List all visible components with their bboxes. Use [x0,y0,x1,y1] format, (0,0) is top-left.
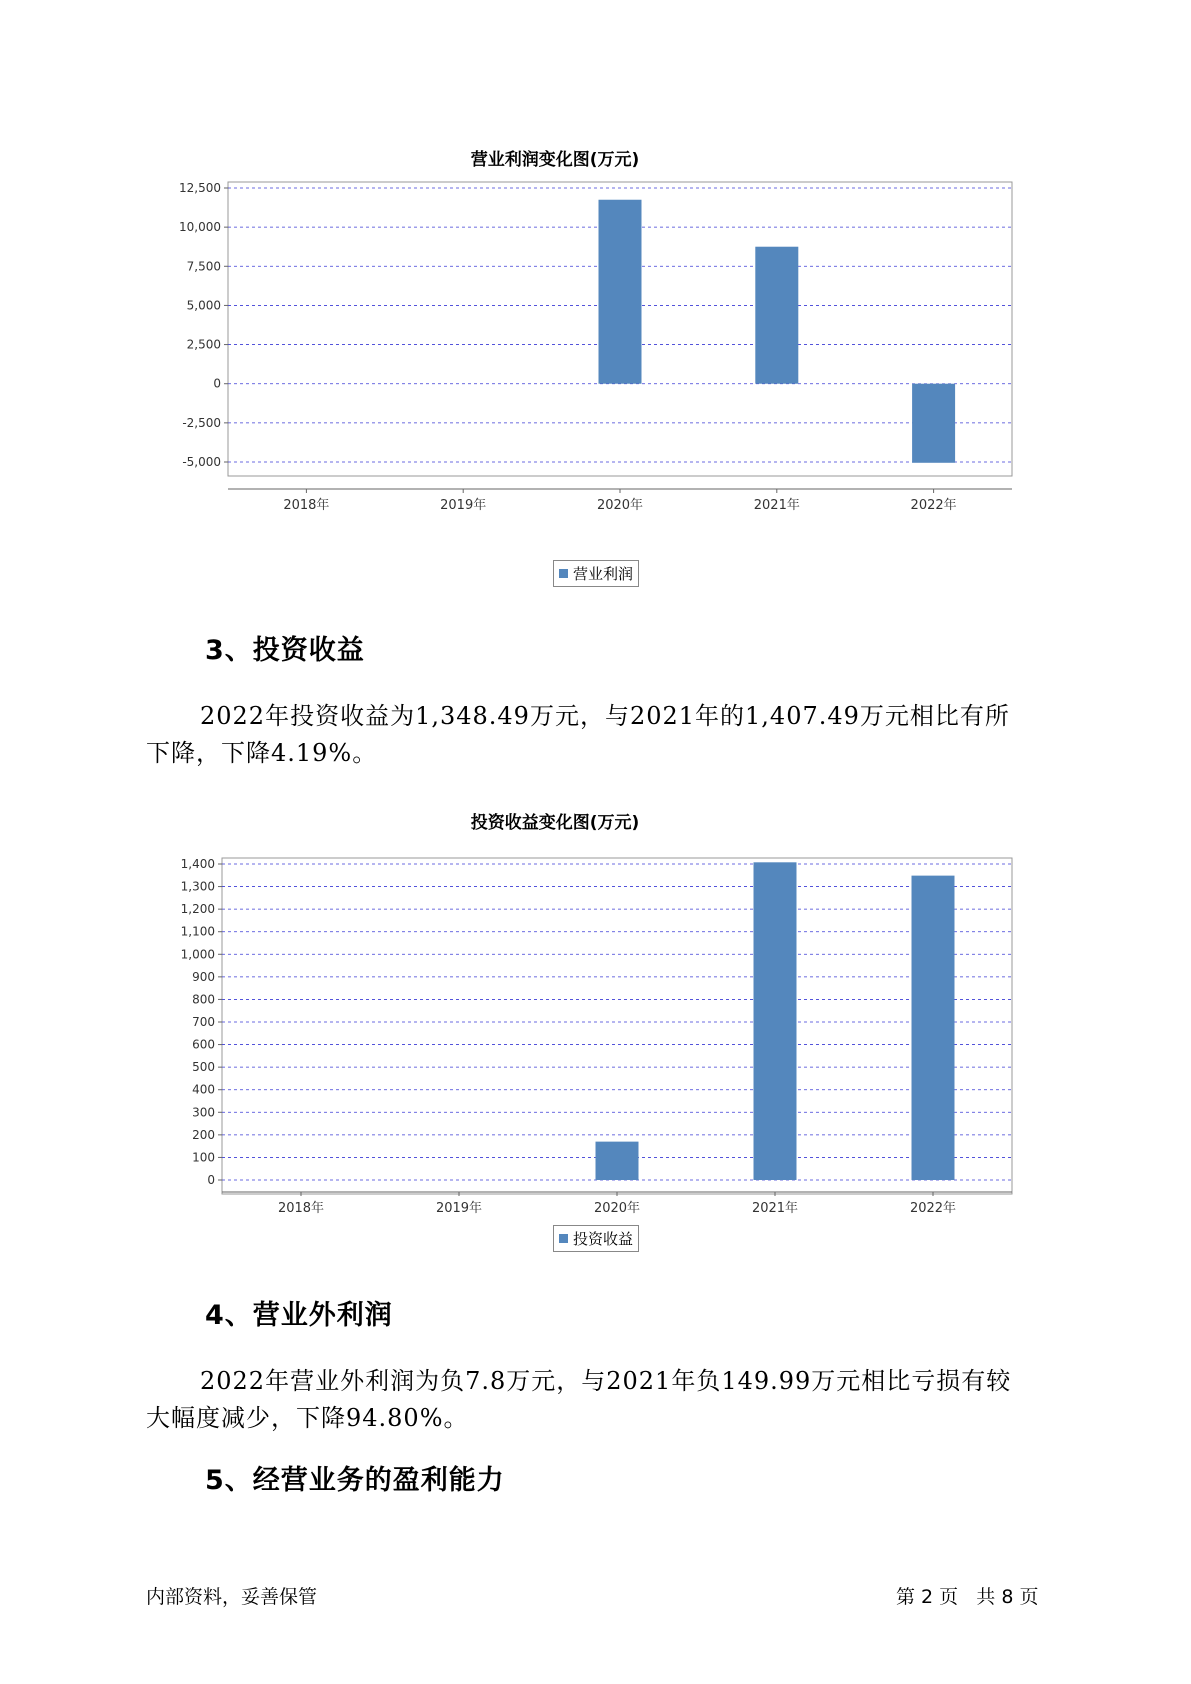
x-tick-label: 2021年 [751,1201,799,1215]
non-operating-paragraph-line1: 2022年营业外利润为负7.8万元，与2021年负149.99万元相比亏损有较 [200,1367,1012,1395]
chart2-title: 投资收益变化图(万元) [470,813,640,833]
bar-2022年 [912,876,955,1180]
y-tick-label: 7,500 [186,259,221,274]
x-tick-label: 2018年 [283,498,330,513]
x-tick-label: 2022年 [910,498,957,513]
x-tick-label: 2020年 [596,498,644,513]
y-tick-label: 1,100 [180,924,215,939]
bar-2022年 [912,384,955,463]
footer-page-number: 第 2 页 共 8 页 [896,1586,1039,1608]
legend-swatch [559,569,568,578]
y-tick-label: 5,000 [186,298,221,313]
y-tick-label: 0 [213,376,221,391]
y-tick-label: 12,500 [179,181,221,195]
bar-2021年 [754,862,797,1180]
y-tick-label: 300 [192,1105,215,1120]
chart2-legend [553,1225,639,1252]
y-tick-label: -5,000 [182,455,221,469]
y-tick-label: 400 [192,1082,215,1097]
y-tick-label: 800 [192,992,215,1007]
y-tick-label: 1,300 [180,879,215,894]
investment-paragraph-line2: 下降，下降4.19%。 [146,739,378,767]
y-tick-label: 1,400 [180,857,215,871]
y-tick-label: -2,500 [182,415,221,430]
y-tick-label: 500 [192,1060,215,1075]
x-tick-label: 2019年 [435,1201,483,1215]
non-operating-paragraph-line2: 大幅度减少，下降94.80%。 [146,1404,469,1432]
y-tick-label: 10,000 [179,220,221,235]
y-tick-label: 900 [192,969,215,984]
bar-2020年 [599,200,642,384]
investment-income-chart [140,840,1040,1215]
bar-2021年 [755,247,798,384]
y-tick-label: 1,200 [180,902,215,917]
y-tick-label: 200 [192,1127,215,1142]
y-tick-label: 100 [192,1150,215,1165]
x-tick-label: 2020年 [593,1201,641,1215]
x-tick-label: 2021年 [753,498,800,513]
chart1-title: 营业利润变化图(万元) [470,150,640,170]
section-heading-investment: 3、投资收益 [205,635,365,666]
x-tick-label: 2022年 [909,1201,957,1215]
x-tick-label: 2019年 [440,498,487,513]
operating-profit-chart [140,170,1040,550]
legend-label: 投资收益 [573,1230,634,1248]
bar-2020年 [596,1142,639,1180]
footer-confidential: 内部资料，妥善保管 [146,1586,318,1608]
section-heading-non-operating: 4、营业外利润 [205,1300,393,1331]
legend-swatch [559,1234,568,1243]
y-tick-label: 2,500 [186,337,221,352]
chart1-legend [553,560,639,587]
legend-label: 营业利润 [573,565,634,583]
section-heading-profitability: 5、经营业务的盈利能力 [205,1465,505,1496]
y-tick-label: 600 [192,1037,215,1052]
y-tick-label: 700 [192,1015,215,1029]
investment-paragraph-line1: 2022年投资收益为1,348.49万元，与2021年的1,407.49万元相比有所 [200,702,1010,730]
y-tick-label: 0 [207,1173,215,1187]
x-tick-label: 2018年 [277,1201,325,1215]
y-tick-label: 1,000 [180,947,215,962]
